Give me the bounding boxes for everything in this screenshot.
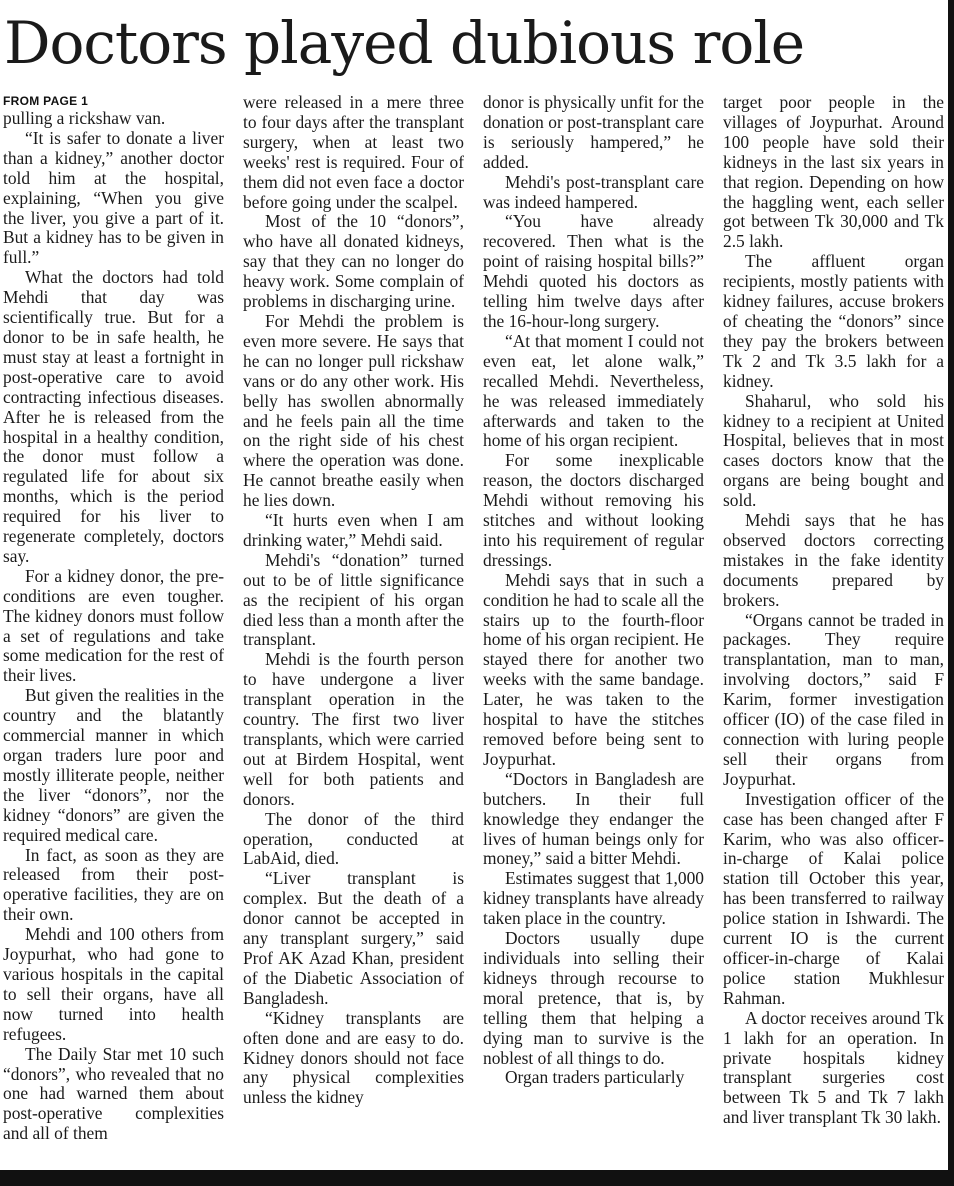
paragraph: “It is safer to donate a liver than a kidney,” another doctor told him at the hospital, explaining, “When you give the liver, you give a part of it. But a kidney has to be given in full.”	[3, 127, 224, 268]
paragraph: were released in a mere three to four days after the transplant surgery, when at least two weeks' rest is required. Four of them did not even face a doctor before going under the scalpel.	[243, 93, 464, 212]
paragraph: A doctor receives around Tk 1 lakh for an operation. In private hospitals kidney transplant surgeries cost between Tk 5 and Tk 7 lakh and liver transplant Tk 30 lakh.	[723, 1007, 944, 1128]
headline: Doctors played dubious role	[4, 9, 805, 77]
article-column-3	[483, 93, 704, 1170]
paragraph: Mehdi's “donation” turned out to be of little significance as the recipient of his organ died less than a month after the transplant.	[243, 549, 464, 650]
paragraph: pulling a rickshaw van.	[3, 108, 166, 128]
paragraph: Organ traders particularly	[505, 1067, 685, 1088]
article-column-4	[723, 93, 944, 1170]
page-edge-bottom	[0, 1170, 954, 1186]
paragraph: donor is physically unfit for the donation or post-transplant care is seriously hampered,” he added.	[483, 93, 704, 172]
paragraph: What the doctors had told Mehdi that day was scientifically true. But for a donor to be in safe health, he must stay at least a fortnight in post-operative care to avoid contracting infectious diseases. After he is released from the hospital in a healthy condition, the donor must follow a regulated life for about six months, which is the period required for his liver to regenerate completely, doctors say.	[3, 267, 224, 566]
paragraph: Most of the 10 “donors”, who have all donated kidneys, say that they can no longer do heavy work. Some complain of problems in discharging urine.	[243, 211, 464, 312]
paragraph: “At that moment I could not even eat, let alone walk,” recalled Mehdi. Nevertheless, he was released immediately afterwards and taken to the home of his organ recipient.	[483, 330, 704, 451]
article-column-1	[3, 93, 224, 1170]
paragraph: “Organs cannot be traded in packages. They require transplantation, man to man, involving doctors,” said F Karim, former investigation officer (IO) of the case filed in connection with luring people sell their organs from Joypurhat.	[723, 609, 944, 789]
paragraph: Investigation officer of the case has been changed after F Karim, who was also officer-in-charge of Kalai police station till October this year, has been transferred to railway police station in Ishwardi. The current IO is the current officer-in-charge of Kalai police station Mukhlesur Rahman.	[723, 788, 944, 1008]
paragraph: “Liver transplant is complex. But the death of a donor cannot be accepted in any transplant surgery,” said Prof AK Azad Khan, president of the Diabetic Association of Bangladesh.	[243, 868, 464, 1008]
paragraph: “Kidney transplants are often done and are easy to do. Kidney donors should not face any physical complexities unless the kidney	[243, 1007, 464, 1108]
paragraph: In fact, as soon as they are released from their post-operative facilities, they are on their own.	[3, 844, 224, 925]
paragraph: Mehdi says that he has observed doctors correcting mistakes in the fake identity documents prepared by brokers.	[723, 510, 944, 610]
paragraph: Doctors usually dupe individuals into selling their kidneys through recourse to moral pretence, that is, by telling them that helping a dying man to survive is the noblest of all things to do.	[483, 928, 704, 1068]
paragraph: Shaharul, who sold his kidney to a recipient at United Hospital, believes that in most cases doctors know that the organs are being bought and sold.	[723, 390, 944, 511]
paragraph: The Daily Star met 10 such “donors”, who revealed that no one had warned them about post-operative complexities and all of them	[3, 1043, 224, 1144]
paragraph: For some inexplicable reason, the doctors discharged Mehdi without removing his stitches and without looking into his requirement of regular dressings.	[483, 450, 704, 570]
paragraph: “You have already recovered. Then what is the point of raising hospital bills?” Mehdi quoted his doctors as telling him twelve days after the 16-hour-long surgery.	[483, 211, 704, 331]
paragraph: Estimates suggest that 1,000 kidney transplants have already taken place in the country.	[483, 868, 704, 929]
page-edge-right	[948, 0, 954, 1186]
paragraph: target poor people in the villages of Joypurhat. Around 100 people have sold their kidneys in the last six years in that region. Depending on how the haggling went, each seller got between Tk 30,000 and Tk 2.5 lakh.	[723, 93, 944, 252]
paragraph: The donor of the third operation, conducted at LabAid, died.	[243, 808, 464, 869]
paragraph: Mehdi and 100 others from Joypurhat, who had gone to various hospitals in the capital to sell their organs, have all now turned into health refugees.	[3, 924, 224, 1044]
paragraph: Mehdi says that in such a condition he had to scale all the stairs up to the fourth-floor home of his organ recipient. He stayed there for another two weeks with the same bandage. Later, he was taken to the hospital to have the stitches removed before being sent to Joypurhat.	[483, 569, 704, 769]
paragraph: “Doctors in Bangladesh are butchers. In their full knowledge they endanger the lives of human beings only for money,” said a bitter Mehdi.	[483, 768, 704, 869]
paragraph: The affluent organ recipients, mostly patients with kidney failures, accuse brokers of cheating the “donors” since they pay the brokers between Tk 2 and Tk 3.5 lakh for a kidney.	[723, 251, 944, 391]
paragraph: But given the realities in the country and the blatantly commercial manner in which organ traders lure poor and mostly illiterate people, neither the liver “donors”, nor the kidney “donors” are given the required medical care.	[3, 685, 224, 845]
paragraph: For Mehdi the problem is even more severe. He says that he can no longer pull rickshaw vans or do any other work. His belly has swollen abnormally and he feels pain all the time on the right side of his chest where the operation was done. He cannot breathe easily when he lies down.	[243, 310, 464, 511]
paragraph: Mehdi is the fourth person to have undergone a liver transplant operation in the country. The first two liver transplants, which were carried out at Birdem Hospital, went well for both patients and donors.	[243, 649, 464, 809]
jump-label: FROM PAGE 1	[3, 94, 89, 108]
article-column-2	[243, 93, 464, 1170]
paragraph: For a kidney donor, the pre-conditions are even tougher. The kidney donors must follow a set of regulations and take some medication for the rest of their lives.	[3, 565, 224, 686]
paragraph: Mehdi's post-transplant care was indeed hampered.	[483, 171, 704, 212]
paragraph: “It hurts even when I am drinking water,” Mehdi said.	[243, 510, 464, 550]
